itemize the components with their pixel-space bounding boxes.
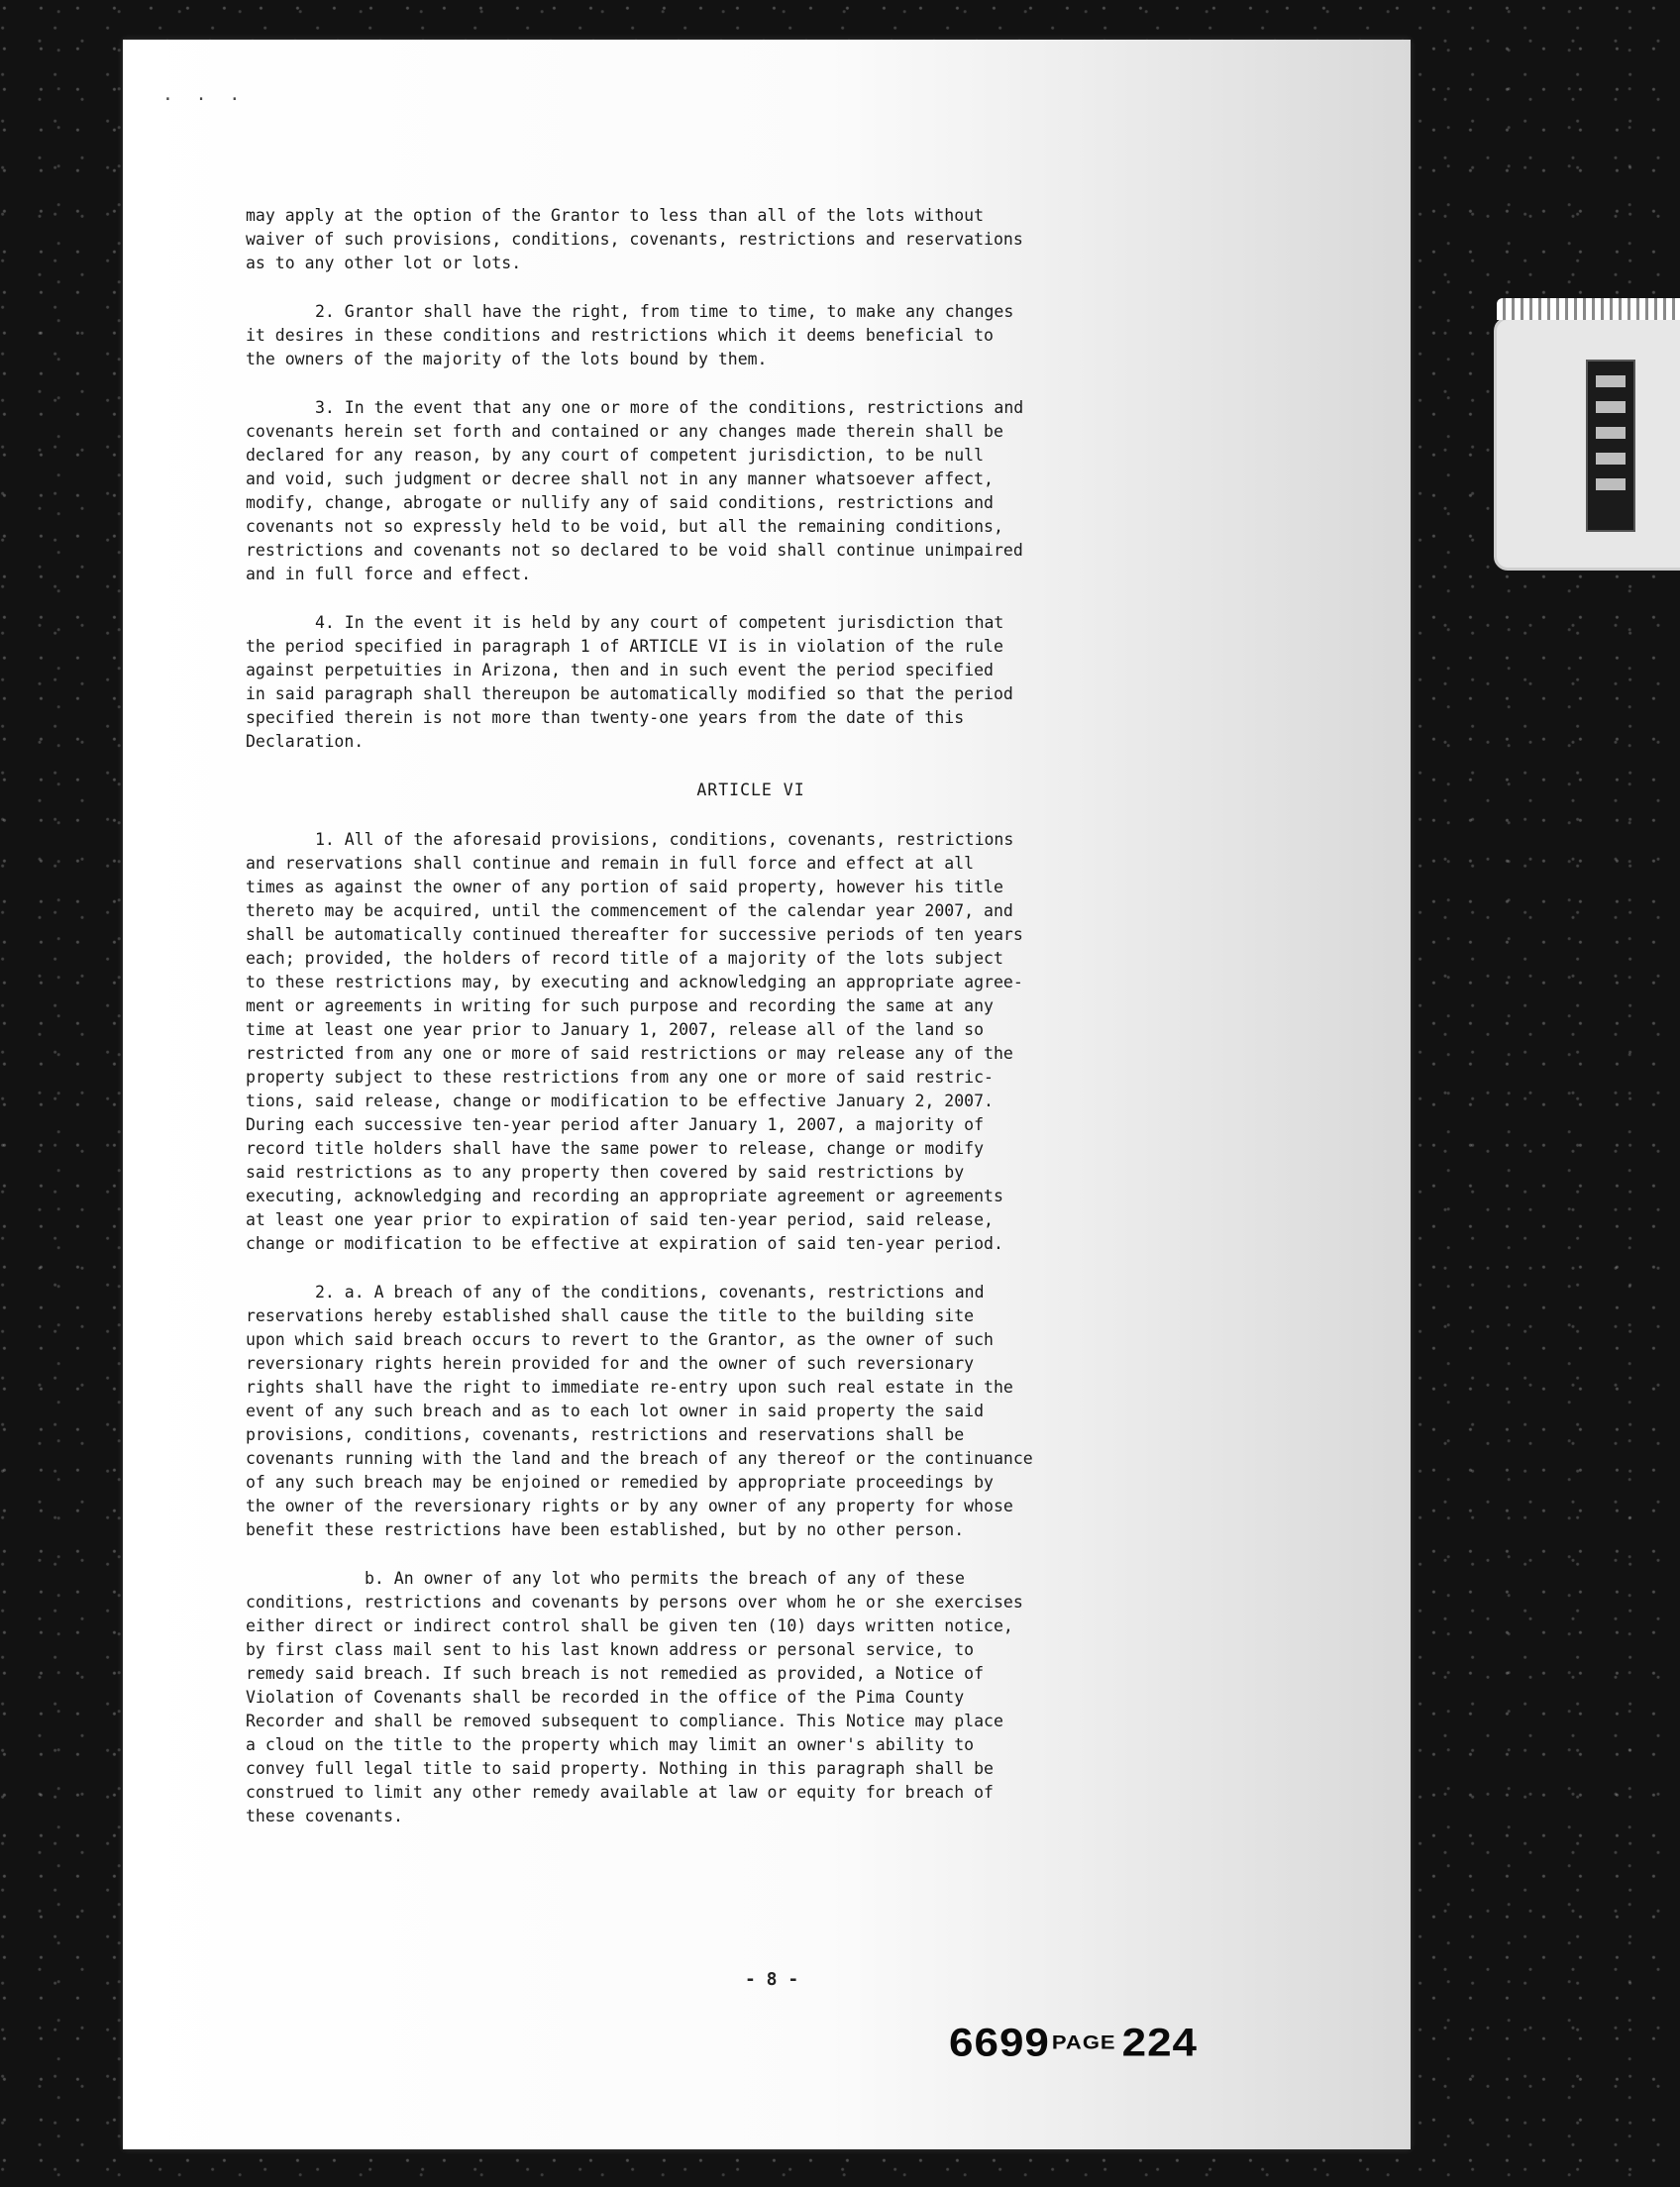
- article-paragraph-2b: b. An owner of any lot who permits the breach of any of these conditions, restrictions and covenants by persons over whom he or she exercises either direct or indirect control shall be given ten (10) days written notice, by first class mail sent to his last known address or personal service, to remedy said breach. If such breach is not remedied as provided, a Notice of Violation of Covenants shall be recorded in the office of the Pima County Recorder and shall be removed subsequent to compliance. This Notice may place a cloud on the title to the property which may limit an owner's ability to convey full legal title to said property. Nothing in this paragraph shall be construed to limit any other remedy available at law or equity for breach of these covenants.: [246, 1569, 1023, 1825]
- recording-stamp: [949, 2022, 1198, 2066]
- recording-page-number: 224: [1121, 2021, 1199, 2065]
- paragraph-4: 4. In the event it is held by any court of competent jurisdiction that the period specified in paragraph 1 of ARTICLE VI is in violation of the rule against perpetuities in Arizona, then and in such event the period specified in said paragraph shall thereupon be automatically modified so that the period specified therein is not more than twenty-one years from the date of this Declaration.: [246, 613, 1013, 751]
- binder-clip-teeth: [1497, 298, 1680, 320]
- paragraph-continuation: may apply at the option of the Grantor to less than all of the lots without waiver of such provisions, conditions, covenants, restrictions and reservations as to any other lot or lots.: [246, 206, 1023, 272]
- page-number: - 8 -: [745, 1969, 799, 1990]
- article-heading: ARTICLE VI: [696, 781, 805, 799]
- article-paragraph-2a: 2. a. A breach of any of the conditions, covenants, restrictions and reservations hereby established shall cause the title to the building site upon which said breach occurs to revert to the Grantor, as the owner of such reversionary rights herein provided for and the owner of such reversionary rights shall have the right to immediate re-entry upon such real estate in the event of any such breach and as to each lot owner in said property the said provisions, conditions, covenants, restrictions and reservations shall be covenants running with the land and the breach of any thereof or the continuance of any such breach may be enjoined or remedied by appropriate proceedings by the owner of the reversionary rights or by any owner of any property for whose benefit these restrictions have been established, but by no other person.: [246, 1283, 1033, 1539]
- recording-book-number: 6699: [949, 2021, 1050, 2065]
- paragraph-3: 3. In the event that any one or more of the conditions, restrictions and covenants herein set forth and contained or any changes made therein shall be declared for any reason, by any court of competent jurisdiction, to be null and void, such judgment or decree shall not in any manner whatsoever affect, modify, change, abrogate or nullify any of said conditions, restrictions and covenants not so expressly held to be void, but all the remaining conditions, restrictions and covenants not so declared to be void shall continue unimpaired and in full force and effect.: [246, 398, 1024, 583]
- binder-clip: [1494, 317, 1680, 571]
- page-corner-marks: · · ·: [162, 89, 247, 110]
- article-paragraph-1: 1. All of the aforesaid provisions, conditions, covenants, restrictions and reservations shall continue and remain in full force and effect at all times as against the owner of any portion of said property, however his title thereto may be acquired, until the commencement of the calendar year 2007, and shall be automatically continued thereafter for successive periods of ten years each; provided, the holders of record title of a majority of the lots subject to these restrictions may, by executing and acknowledging an appropriate agree- ment or agreements in writing for such purpose and recording the same at any time at least one year prior to January 1, 2007, release all of the land so restricted from any one or more of said restrictions or may release any of the property subject to these restrictions from any one or more of said restric- tions, said release, change or modification to be effective January 2, 2007. During each successive ten-year period after January 1, 2007, a majority of record title holders shall have the same power to release, change or modify said restrictions as to any property then covered by said restrictions by executing, acknowledging and recording an appropriate agreement or agreements at least one year prior to expiration of said ten-year period, said release, change or modification to be effective at expiration of said ten-year period.: [246, 830, 1023, 1253]
- document-body: [246, 204, 1256, 1853]
- recording-page-label: PAGE: [1051, 2031, 1116, 2053]
- paragraph-2: 2. Grantor shall have the right, from time to time, to make any changes it desires in these conditions and restrictions which it deems beneficial to the owners of the majority of the lots bound by them.: [246, 302, 1014, 368]
- binder-clip-slot: [1586, 360, 1635, 532]
